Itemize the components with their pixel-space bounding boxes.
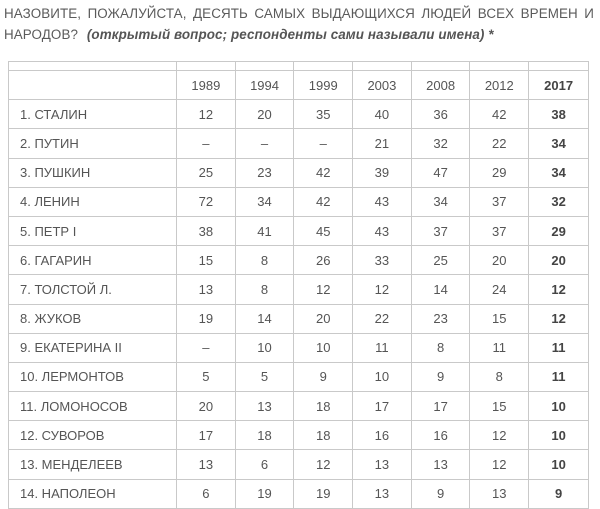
value-cell: 8 xyxy=(411,333,470,362)
value-cell: 6 xyxy=(177,479,236,508)
value-cell: 13 xyxy=(177,450,236,479)
value-cell: – xyxy=(235,129,294,158)
value-cell: 42 xyxy=(470,100,529,129)
header-name-cell xyxy=(9,71,177,100)
value-cell: 5 xyxy=(177,362,236,391)
value-cell: 41 xyxy=(235,216,294,245)
value-cell: 16 xyxy=(353,421,412,450)
value-cell: 13 xyxy=(235,392,294,421)
person-name-cell: 8. ЖУКОВ xyxy=(9,304,177,333)
value-cell-latest: 32 xyxy=(529,187,589,216)
value-cell: 14 xyxy=(411,275,470,304)
value-cell: 22 xyxy=(353,304,412,333)
value-cell: 45 xyxy=(294,216,353,245)
value-cell: 10 xyxy=(235,333,294,362)
value-cell: 13 xyxy=(353,450,412,479)
value-cell: 21 xyxy=(353,129,412,158)
value-cell: 12 xyxy=(294,450,353,479)
table-row xyxy=(9,129,589,158)
value-cell: 37 xyxy=(470,216,529,245)
value-cell: 9 xyxy=(411,362,470,391)
person-name-cell: 7. ТОЛСТОЙ Л. xyxy=(9,275,177,304)
person-name-cell: 6. ГАГАРИН xyxy=(9,246,177,275)
value-cell: 20 xyxy=(470,246,529,275)
value-cell: 23 xyxy=(411,304,470,333)
value-cell: 5 xyxy=(235,362,294,391)
year-header: 2012 xyxy=(470,71,529,100)
value-cell: – xyxy=(177,129,236,158)
value-cell: 39 xyxy=(353,158,412,187)
value-cell: 42 xyxy=(294,158,353,187)
value-cell-latest: 34 xyxy=(529,158,589,187)
value-cell: 13 xyxy=(177,275,236,304)
value-cell: 13 xyxy=(353,479,412,508)
value-cell: 18 xyxy=(294,421,353,450)
value-cell: 10 xyxy=(353,362,412,391)
person-name-cell: 5. ПЕТР I xyxy=(9,216,177,245)
person-name-cell: 10. ЛЕРМОНТОВ xyxy=(9,362,177,391)
value-cell: 37 xyxy=(411,216,470,245)
value-cell-latest: 38 xyxy=(529,100,589,129)
value-cell: 17 xyxy=(353,392,412,421)
value-cell-latest: 11 xyxy=(529,362,589,391)
header-row xyxy=(9,71,589,100)
value-cell-latest: 10 xyxy=(529,421,589,450)
value-cell: 25 xyxy=(177,158,236,187)
year-header: 2003 xyxy=(353,71,412,100)
value-cell: 10 xyxy=(294,333,353,362)
year-header: 2008 xyxy=(411,71,470,100)
year-header: 1994 xyxy=(235,71,294,100)
table-row xyxy=(9,187,589,216)
value-cell: 20 xyxy=(177,392,236,421)
table-row xyxy=(9,275,589,304)
year-header-latest: 2017 xyxy=(529,71,589,100)
value-cell: 20 xyxy=(235,100,294,129)
value-cell-latest: 10 xyxy=(529,392,589,421)
value-cell: 34 xyxy=(235,187,294,216)
year-header: 1999 xyxy=(294,71,353,100)
value-cell: 19 xyxy=(294,479,353,508)
table-row xyxy=(9,479,589,508)
value-cell: 33 xyxy=(353,246,412,275)
value-cell: 36 xyxy=(411,100,470,129)
table-body xyxy=(9,62,589,509)
table-row xyxy=(9,392,589,421)
value-cell: 9 xyxy=(411,479,470,508)
value-cell: 22 xyxy=(470,129,529,158)
value-cell: 42 xyxy=(294,187,353,216)
value-cell: 32 xyxy=(411,129,470,158)
table-row xyxy=(9,216,589,245)
table-row xyxy=(9,450,589,479)
value-cell-latest: 20 xyxy=(529,246,589,275)
value-cell: 72 xyxy=(177,187,236,216)
value-cell: 9 xyxy=(294,362,353,391)
value-cell-latest: 34 xyxy=(529,129,589,158)
person-name-cell: 1. СТАЛИН xyxy=(9,100,177,129)
value-cell: 43 xyxy=(353,187,412,216)
table-row xyxy=(9,304,589,333)
value-cell: 15 xyxy=(177,246,236,275)
value-cell: 24 xyxy=(470,275,529,304)
value-cell: 8 xyxy=(470,362,529,391)
table-row xyxy=(9,100,589,129)
value-cell: 13 xyxy=(411,450,470,479)
value-cell-latest: 9 xyxy=(529,479,589,508)
value-cell: 6 xyxy=(235,450,294,479)
value-cell: 38 xyxy=(177,216,236,245)
value-cell-latest: 12 xyxy=(529,275,589,304)
value-cell: 37 xyxy=(470,187,529,216)
value-cell: – xyxy=(294,129,353,158)
value-cell: 8 xyxy=(235,275,294,304)
value-cell: 12 xyxy=(470,450,529,479)
value-cell: 29 xyxy=(470,158,529,187)
value-cell: 25 xyxy=(411,246,470,275)
value-cell: 47 xyxy=(411,158,470,187)
value-cell: 12 xyxy=(470,421,529,450)
person-name-cell: 2. ПУТИН xyxy=(9,129,177,158)
value-cell: 11 xyxy=(353,333,412,362)
person-name-cell: 4. ЛЕНИН xyxy=(9,187,177,216)
value-cell-latest: 11 xyxy=(529,333,589,362)
value-cell: – xyxy=(177,333,236,362)
value-cell: 19 xyxy=(177,304,236,333)
spacer-row xyxy=(9,62,589,71)
value-cell: 15 xyxy=(470,392,529,421)
value-cell: 43 xyxy=(353,216,412,245)
value-cell: 18 xyxy=(235,421,294,450)
value-cell: 14 xyxy=(235,304,294,333)
value-cell: 8 xyxy=(235,246,294,275)
value-cell: 20 xyxy=(294,304,353,333)
value-cell-latest: 29 xyxy=(529,216,589,245)
value-cell: 11 xyxy=(470,333,529,362)
value-cell: 15 xyxy=(470,304,529,333)
value-cell: 17 xyxy=(411,392,470,421)
year-header: 1989 xyxy=(177,71,236,100)
question-heading xyxy=(4,3,594,45)
value-cell: 18 xyxy=(294,392,353,421)
value-cell: 17 xyxy=(177,421,236,450)
person-name-cell: 9. ЕКАТЕРИНА II xyxy=(9,333,177,362)
person-name-cell: 12. СУВОРОВ xyxy=(9,421,177,450)
value-cell: 40 xyxy=(353,100,412,129)
question-note: (открытый вопрос; респонденты сами называли имена) * xyxy=(86,27,494,42)
value-cell: 13 xyxy=(470,479,529,508)
value-cell: 23 xyxy=(235,158,294,187)
table-row xyxy=(9,333,589,362)
person-name-cell: 14. НАПОЛЕОН xyxy=(9,479,177,508)
question-text: НАЗОВИТЕ, ПОЖАЛУЙСТА, ДЕСЯТЬ САМЫХ ВЫДАЮЩИХСЯ ЛЮДЕЙ ВСЕХ ВРЕМЕН И НАРОДОВ? xyxy=(4,6,594,42)
value-cell: 12 xyxy=(353,275,412,304)
table-row xyxy=(9,362,589,391)
table-row xyxy=(9,421,589,450)
value-cell: 26 xyxy=(294,246,353,275)
value-cell: 19 xyxy=(235,479,294,508)
person-name-cell: 13. МЕНДЕЛЕЕВ xyxy=(9,450,177,479)
value-cell: 12 xyxy=(294,275,353,304)
value-cell: 35 xyxy=(294,100,353,129)
value-cell: 34 xyxy=(411,187,470,216)
survey-table xyxy=(8,61,589,509)
person-name-cell: 11. ЛОМОНОСОВ xyxy=(9,392,177,421)
table-row xyxy=(9,246,589,275)
person-name-cell: 3. ПУШКИН xyxy=(9,158,177,187)
value-cell-latest: 10 xyxy=(529,450,589,479)
table-row xyxy=(9,158,589,187)
value-cell: 16 xyxy=(411,421,470,450)
value-cell: 12 xyxy=(177,100,236,129)
value-cell-latest: 12 xyxy=(529,304,589,333)
